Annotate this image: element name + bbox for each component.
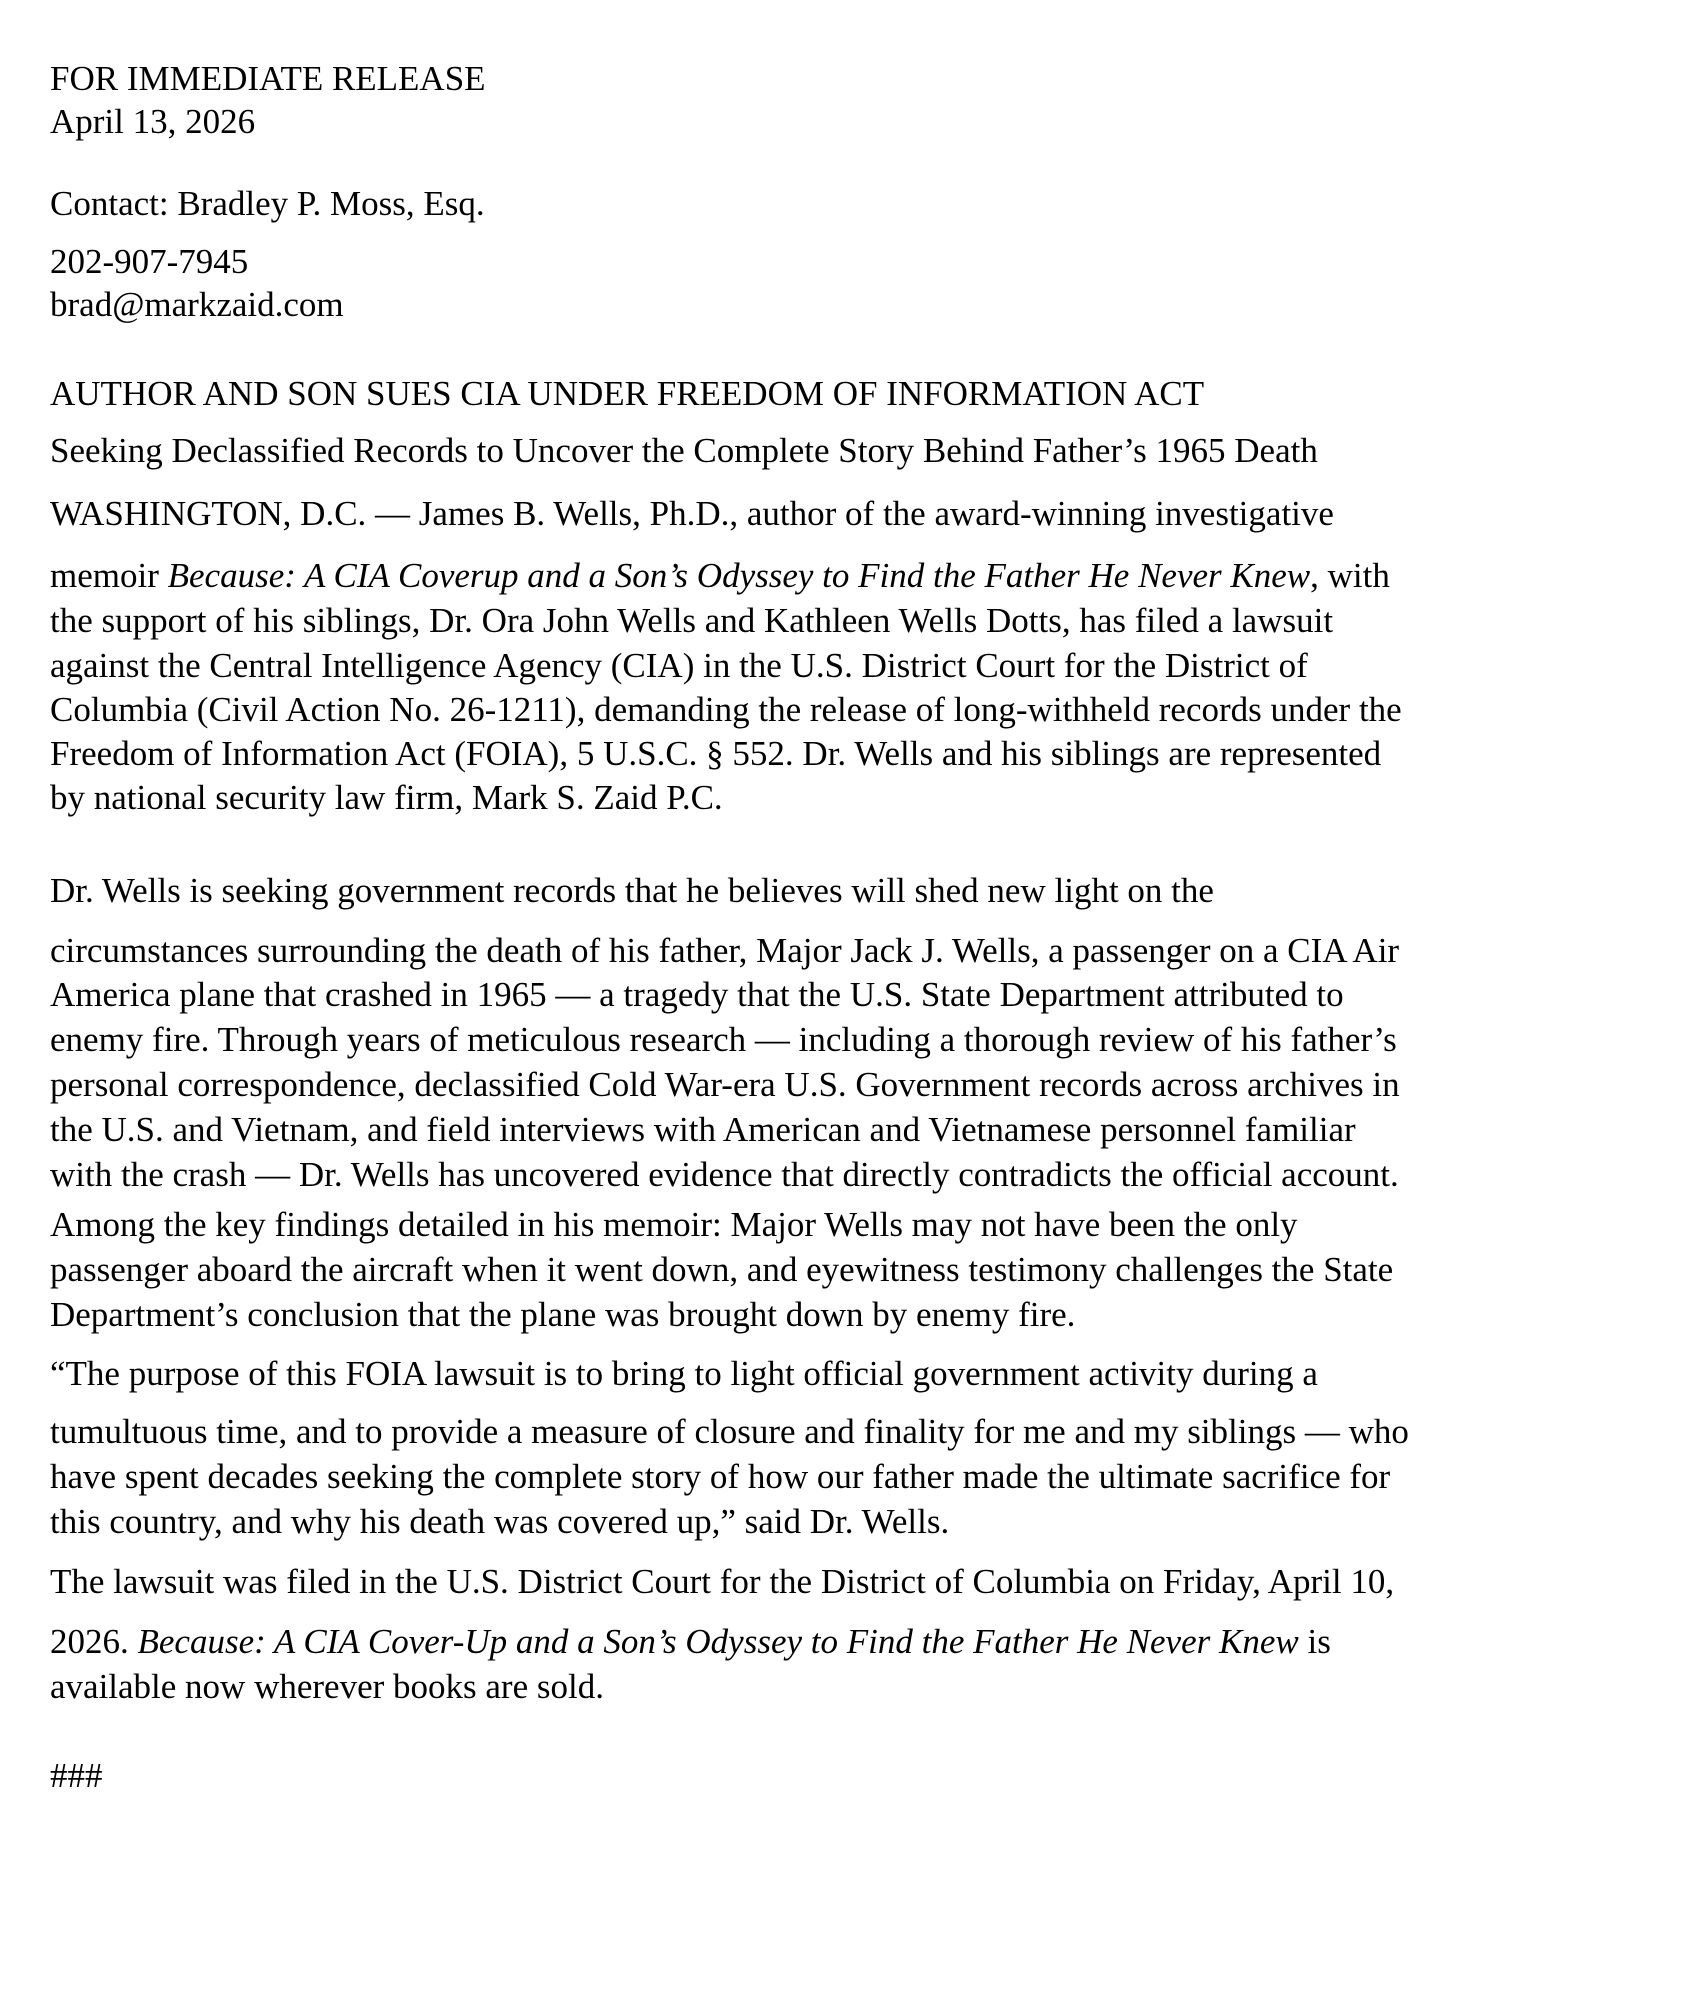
paragraph-1-line-1: WASHINGTON, D.C. — James B. Wells, Ph.D., author of the award-winning investigative (50, 494, 1334, 533)
paragraph-1-line-2: memoir Because: A CIA Coverup and a Son’s Odyssey to Find the Father He Never Knew, with (50, 556, 1390, 595)
paragraph-3-line-2: tumultuous time, and to provide a measure of closure and finality for me and my siblings — who (50, 1412, 1409, 1451)
paragraph-4-line-3: available now wherever books are sold. (50, 1667, 604, 1706)
end-mark: ### (50, 1756, 103, 1795)
release-label: FOR IMMEDIATE RELEASE (50, 59, 486, 98)
paragraph-2-line-4: enemy fire. Through years of meticulous research — including a thorough review of his father’s (50, 1020, 1397, 1059)
paragraph-4-line-1: The lawsuit was filed in the U.S. District Court for the District of Columbia on Friday, April 10, (50, 1562, 1395, 1601)
paragraph-2-line-3: America plane that crashed in 1965 — a tragedy that the U.S. State Department attributed to (50, 975, 1344, 1014)
paragraph-2-line-2: circumstances surrounding the death of his father, Major Jack J. Wells, a passenger on a CIA Air (50, 931, 1400, 970)
paragraph-2-line-5: personal correspondence, declassified Cold War-era U.S. Government records across archives in (50, 1065, 1400, 1104)
paragraph-3-line-4: this country, and why his death was covered up,” said Dr. Wells. (50, 1502, 950, 1541)
paragraph-3-line-1: “The purpose of this FOIA lawsuit is to bring to light official government activity during a (50, 1354, 1318, 1393)
paragraph-2-line-6: the U.S. and Vietnam, and field interviews with American and Vietnamese personnel familiar (50, 1110, 1356, 1149)
paragraph-1-line-5: Columbia (Civil Action No. 26-1211), demanding the release of long-withheld records under the (50, 690, 1402, 729)
headline: AUTHOR AND SON SUES CIA UNDER FREEDOM OF INFORMATION ACT (50, 374, 1205, 413)
paragraph-1-line-6: Freedom of Information Act (FOIA), 5 U.S.C. § 552. Dr. Wells and his siblings are represented (50, 734, 1382, 773)
paragraph-2-line-7: with the crash — Dr. Wells has uncovered evidence that directly contradicts the official account. (50, 1155, 1399, 1194)
paragraph-1-line-7: by national security law firm, Mark S. Zaid P.C. (50, 778, 723, 817)
paragraph-2-line-1: Dr. Wells is seeking government records that he believes will shed new light on the (50, 871, 1214, 910)
paragraph-2-line-8: Among the key findings detailed in his memoir: Major Wells may not have been the only (50, 1205, 1298, 1244)
subheadline: Seeking Declassified Records to Uncover the Complete Story Behind Father’s 1965 Death (50, 431, 1318, 470)
paragraph-3-line-3: have spent decades seeking the complete story of how our father made the ultimate sacrifice for (50, 1457, 1391, 1496)
paragraph-1-line-3: the support of his siblings, Dr. Ora John Wells and Kathleen Wells Dotts, has filed a lawsuit (50, 601, 1334, 640)
paragraph-2-line-10: Department’s conclusion that the plane was brought down by enemy fire. (50, 1295, 1076, 1334)
release-date: April 13, 2026 (50, 102, 256, 141)
contact-phone: 202-907-7945 (50, 242, 249, 281)
paragraph-1-line-4: against the Central Intelligence Agency (CIA) in the U.S. District Court for the District of (50, 646, 1308, 685)
paragraph-4-line-2: 2026. Because: A CIA Cover-Up and a Son’s Odyssey to Find the Father He Never Knew is (50, 1622, 1331, 1661)
contact-email: brad@markzaid.com (50, 285, 344, 324)
paragraph-2-line-9: passenger aboard the aircraft when it went down, and eyewitness testimony challenges the State (50, 1250, 1394, 1289)
contact-name: Contact: Bradley P. Moss, Esq. (50, 184, 485, 223)
